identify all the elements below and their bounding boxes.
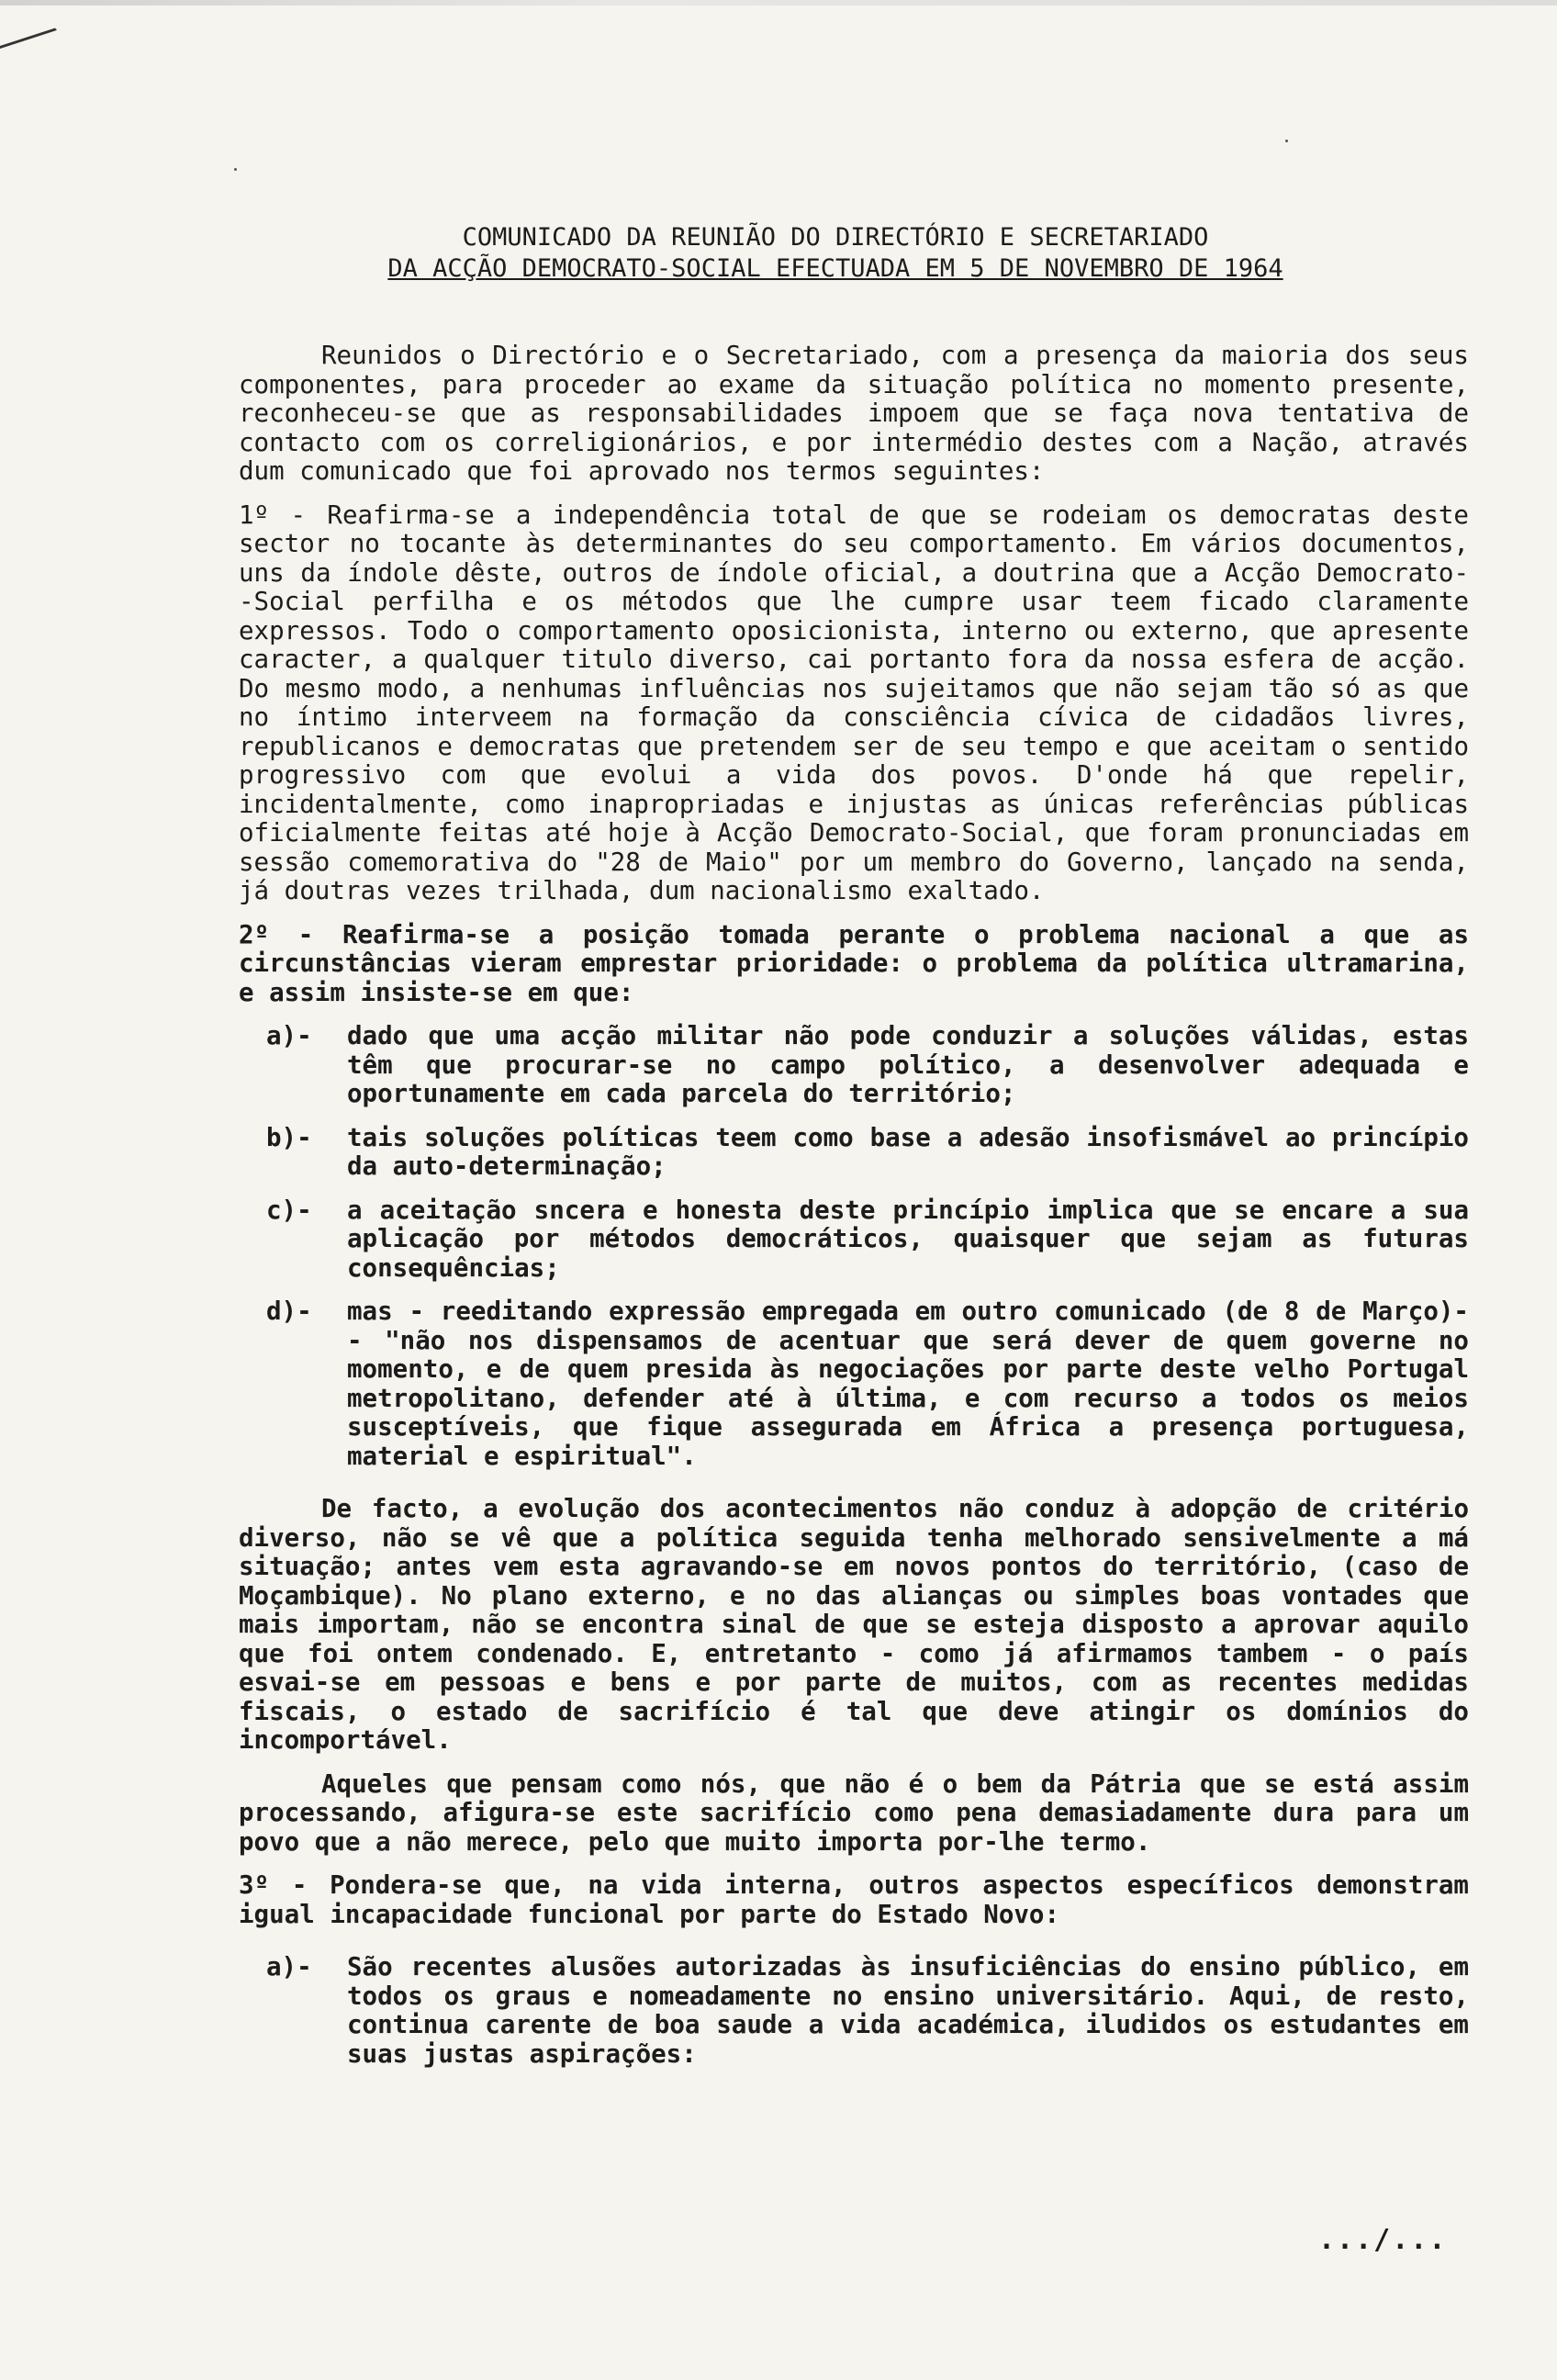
item-label: a)- [266,1021,312,1050]
item-text: a aceitação sncera e honesta deste princípio implica que se encare a sua aplicação por métodos democráticos, quaisquer que sejam as futuras consequências; [347,1195,1469,1283]
point-2-item-d [239,1297,1469,1471]
item-text: São recentes alusões autorizadas às insuficiências do ensino público, em todos os graus e nomeadamente no ensino universitário. Aqui, de resto, continua carente de boa saude a vida académica, iludidos os estudantes em suas justas aspirações: [347,1952,1469,2069]
point-2-item-b [239,1124,1469,1182]
item-label: a)- [266,1952,312,1981]
point-2-item-a [239,1022,1469,1109]
point-2-item-c [239,1196,1469,1284]
point-3-paragraph: 3º - Pondera-se que, na vida interna, outros aspectos específicos demonstram igual incapacidade funcional por parte do Estado Novo: [239,1870,1469,1929]
facto-paragraph: De facto, a evolução dos acontecimentos não conduz à adopção de critério diverso, não se vê que a política seguida tenha melhorado sensivelmente a má situação; antes vem esta agravando-se em novos pontos do território, (caso de Moçambique). No plano externo, e no das alianças ou simples boas vontades que mais importam, não se encontra sinal de que se esteja disposto a aprovar aquilo que foi ontem condenado. E, entretanto - como já afirmamos tambem - o país esvai-se em pessoas e bens e por parte de muitos, com as recentes medidas fiscais, o estado de sacrifício é tal que deve atingir os domínios do incomportável. [239,1494,1469,1755]
item-label: b)- [266,1122,312,1152]
point-2-paragraph: 2º - Reafirma-se a posição tomada perante o problema nacional a que as circunstâncias vieram emprestar prioridade: o problema da política ultramarina, e assim insiste-se em que: [239,919,1469,1007]
scan-speck [234,168,237,171]
continuation-mark: .../... [1318,2224,1448,2256]
folded-corner-mark [0,0,57,49]
point-1-paragraph: 1º - Reafirma-se a independência total de que se rodeiam os democratas deste sector no tocante às determinantes do seu comportamento. Em vários documentos, uns da índole dêste, outros de índole oficial, a doutrina que a Acção Democrato--Social perfilha e os métodos que lhe cumpre usar teem ficado claramente expressos. Todo o comportamento oposicionista, interno ou externo, que apresente caracter, a qualquer titulo diverso, cai portanto fora da nossa esfera de acção. Do mesmo modo, a nenhumas influências nos sujeitamos que não sejam tão só as que no íntimo interveem na formação da consciência cívica de cidadãos livres, republicanos e democratas que pretendem ser de seu tempo e que aceitam o sentido progressivo com que evolui a vida dos povos. D'onde há que repelir, incidentalmente, como inapropriadas e injustas as únicas referências públicas oficialmente feitas até hoje à Acção Democrato-Social, que foram pronunciadas em sessão comemorativa do "28 de Maio" por um membro do Governo, lançado na senda, já doutras vezes trilhada, dum nacionalismo exaltado. [239,500,1469,905]
heading-line-2: DA ACÇÃO DEMOCRATO-SOCIAL EFECTUADA EM 5 DE NOVEMBRO DE 1964 [387,254,1283,283]
document-heading [330,222,1340,285]
scan-speck [1285,140,1288,142]
aqueles-paragraph: Aqueles que pensam como nós, que não é o bem da Pátria que se está assim processando, afigura-se este sacrifício como pena demasiadamente dura para um povo que a não merece, pelo que muito importa por-lhe termo. [239,1768,1469,1857]
item-text: dado que uma acção militar não pode conduzir a soluções válidas, estas têm que procurar-se no campo político, a desenvolver adequada e oportunamente em cada parcela do território; [347,1021,1469,1108]
scan-top-edge [0,0,1557,6]
point-3-item-a [239,1953,1469,2069]
item-label: d)- [266,1297,312,1326]
item-text: mas - reeditando expressão empregada em outro comunicado (de 8 de Março)- - "não nos dispensamos de acentuar que será dever de quem governe no momento, e de quem presida às negociações por parte deste velho Portugal metropolitano, defender até à última, e com recurso a todos os meios susceptíveis, que fique assegurada em África a presença portuguesa, material e espiritual". [347,1297,1469,1471]
heading-line-1: COMUNICADO DA REUNIÃO DO DIRECTÓRIO E SECRETARIADO [462,223,1209,252]
item-label: c)- [266,1195,312,1225]
item-text: tais soluções políticas teem como base a adesão insofismável ao princípio da auto-determinação; [347,1122,1469,1181]
intro-paragraph: Reunidos o Directório e o Secretariado, com a presença da maioria dos seus componentes, para proceder ao exame da situação política no momento presente, reconheceu-se que as responsabilidades impoem que se faça nova tentativa de contacto com os correligionários, e por intermédio destes com a Nação, através dum comunicado que foi aprovado nos termos seguintes: [239,341,1469,486]
document-body [239,342,1469,2069]
